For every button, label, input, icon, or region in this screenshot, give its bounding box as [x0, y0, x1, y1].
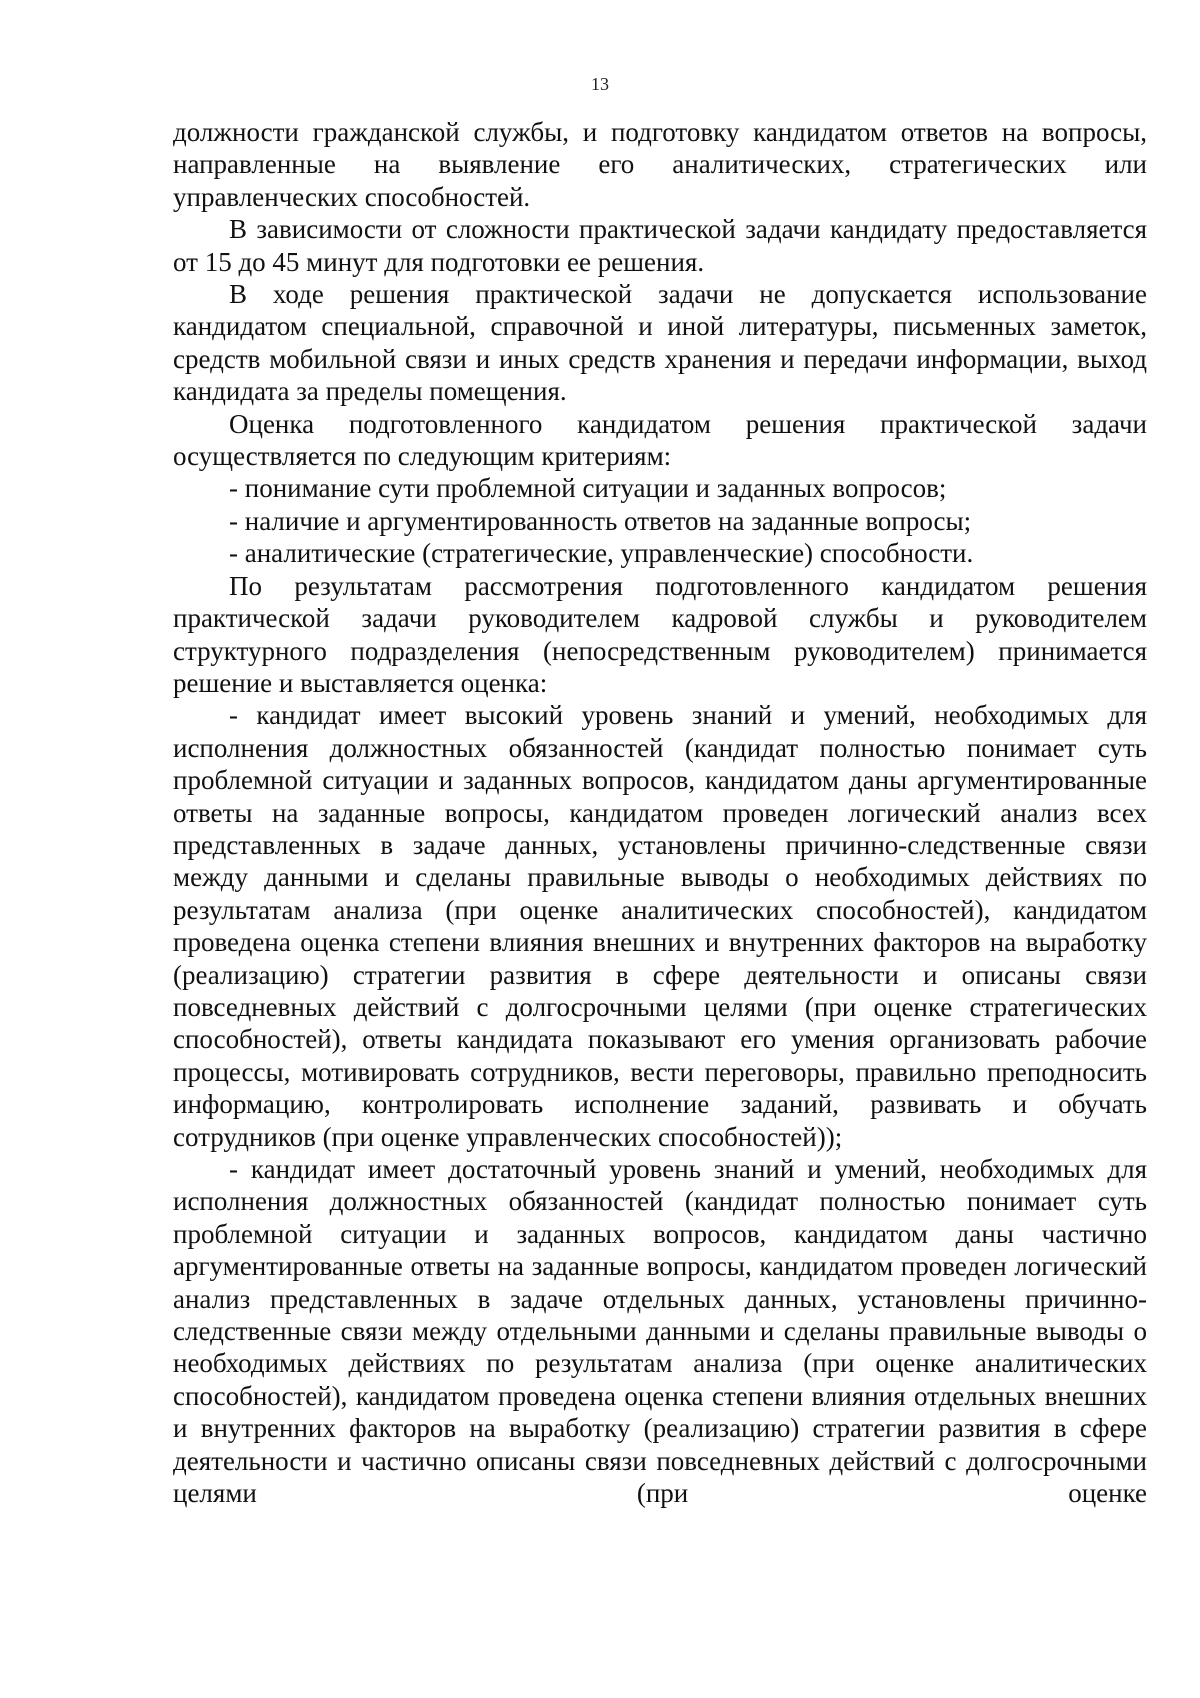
document-body [173, 116, 1147, 1509]
paragraph: Оценка подготовленного кандидатом решения практической задачи осуществляется по следующим критериям: [173, 408, 1147, 472]
list-item: - аналитические (стратегические, управленческие) способности. [229, 538, 974, 569]
list-item: - понимание сути проблемной ситуации и заданных вопросов; [229, 473, 947, 504]
page-number: 13 [591, 74, 609, 94]
list-item: - кандидат имеет высокий уровень знаний и умений, необходимых для исполнения должностных обязанностей (кандидат полностью понимает суть проблемной ситуации и заданных вопросов, кандидатом даны аргументированные ответы на заданные вопросы, кандидатом проведен логический анализ всех представленных в задаче данных, установлены причинно-следственные связи между данными и сделаны правильные выводы о необходимых действиях по результатам анализа (при оценке аналитических способностей), кандидатом проведена оценка степени влияния внешних и внутренних факторов на выработку (реализацию) стратегии развития в сфере деятельности и описаны связи повседневных действий с долгосрочными целями (при оценке стратегических способностей), ответы кандидата показывают его умения организовать рабочие процессы, мотивировать сотрудников, вести переговоры, правильно преподносить информацию, контролировать исполнение заданий, развивать и обучать сотрудников (при оценке управленческих способностей)); [173, 700, 1147, 1152]
paragraph: По результатам рассмотрения подготовленного кандидатом решения практической задачи руководителем кадровой службы и руководителем структурного подразделения (непосредственным руководителем) принимается решение и выставляется оценка: [173, 570, 1147, 698]
list-item: - кандидат имеет достаточный уровень знаний и умений, необходимых для исполнения должностных обязанностей (кандидат полностью понимает суть проблемной ситуации и заданных вопросов, кандидатом даны частично аргументированные ответы на заданные вопросы, кандидатом проведен логический анализ представленных в задаче отдельных данных, установлены причинно-следственные связи между отдельными данными и сделаны правильные выводы о необходимых действиях по результатам анализа (при оценке аналитических способностей), кандидатом проведена оценка степени влияния отдельных внешних и внутренних факторов на выработку (реализацию) стратегии развития в сфере деятельности и частично описаны связи повседневных действий с долгосрочными целями (при оценке [173, 1154, 1147, 1509]
list-item: - наличие и аргументированность ответов на заданные вопросы; [229, 505, 972, 536]
paragraph: В ходе решения практической задачи не допускается использование кандидатом специальной, справочной и иной литературы, письменных заметок, средств мобильной связи и иных средств хранения и передачи информации, выход кандидата за пределы помещения. [173, 279, 1147, 407]
paragraph: должности гражданской службы, и подготовку кандидатом ответов на вопросы, направленные на выявление его аналитических, стратегических или управленческих способностей. [173, 117, 1147, 212]
paragraph: В зависимости от сложности практической задачи кандидату предоставляется от 15 до 45 минут для подготовки ее решения. [173, 214, 1147, 277]
